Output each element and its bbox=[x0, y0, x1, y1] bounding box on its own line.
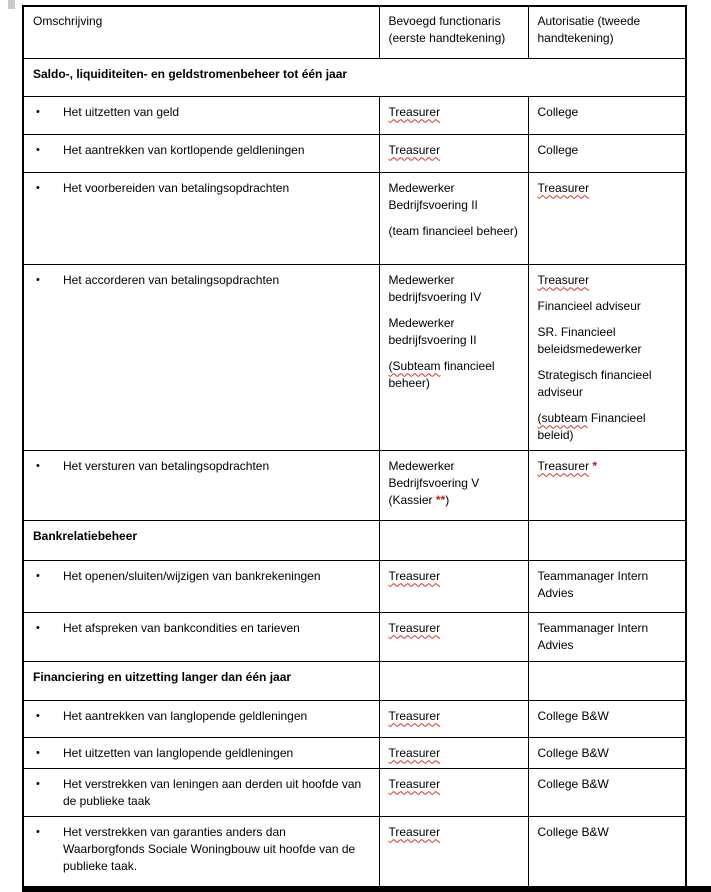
table-row bbox=[23, 134, 686, 172]
cell-omschrijving bbox=[23, 737, 379, 768]
paragraph bbox=[389, 776, 520, 793]
paragraph bbox=[538, 367, 678, 401]
bulleted-entry bbox=[33, 458, 371, 475]
cell-functionaris bbox=[379, 96, 528, 134]
text-segment: College B&W bbox=[537, 745, 609, 760]
bullet-icon: • bbox=[36, 105, 40, 118]
spellcheck-flagged-text: Treasurer bbox=[388, 568, 441, 583]
text-segment: ) bbox=[445, 492, 450, 507]
paragraph bbox=[63, 776, 371, 810]
paragraph bbox=[538, 568, 678, 602]
cell-functionaris bbox=[379, 661, 528, 700]
cell-omschrijving bbox=[23, 661, 379, 700]
text-segment: Het verstrekken van leningen aan derden uit hoofde van de publieke taak bbox=[63, 776, 362, 808]
entry-text bbox=[63, 620, 371, 637]
cell-functionaris bbox=[379, 6, 528, 58]
paragraph bbox=[63, 568, 371, 585]
spellcheck-flagged-text: Treasurer bbox=[388, 708, 441, 723]
bullet-icon: • bbox=[36, 273, 40, 286]
table-row bbox=[23, 96, 686, 134]
paragraph bbox=[63, 824, 371, 875]
cell-omschrijving bbox=[23, 96, 379, 134]
bulleted-entry bbox=[33, 620, 371, 637]
spellcheck-flagged-text: Treasurer bbox=[537, 458, 590, 473]
spellcheck-flagged-text: (Subteam bbox=[388, 358, 441, 373]
paragraph bbox=[389, 142, 520, 159]
bulleted-entry bbox=[33, 272, 371, 289]
entry-text bbox=[63, 708, 371, 725]
bullet-icon: • bbox=[36, 746, 40, 759]
spellcheck-flagged-text: Treasurer bbox=[537, 272, 590, 287]
cell-functionaris bbox=[379, 700, 528, 737]
scrollbar-artifact bbox=[8, 0, 15, 9]
text-segment: Teammanager Intern Advies bbox=[537, 568, 649, 600]
cell-omschrijving bbox=[23, 172, 379, 264]
cell-omschrijving bbox=[23, 560, 379, 612]
text-segment: Het voorbereiden van betalingsopdrachten bbox=[63, 180, 290, 195]
cell-functionaris bbox=[379, 134, 528, 172]
entry-text bbox=[63, 272, 371, 289]
paragraph bbox=[538, 324, 678, 358]
cell-autorisatie bbox=[528, 172, 686, 264]
cell-omschrijving bbox=[23, 450, 379, 520]
text-segment: Medewerker Bedrijfsvoering V (Kassier bbox=[388, 458, 480, 507]
section-row bbox=[23, 58, 686, 96]
bullet-icon: • bbox=[36, 777, 40, 790]
cell-autorisatie bbox=[528, 520, 686, 560]
text-segment: College B&W bbox=[537, 708, 609, 723]
entry-text bbox=[63, 458, 371, 475]
bulleted-entry bbox=[33, 568, 371, 585]
text-segment: SR. Financieel beleidsmedewerker bbox=[537, 324, 642, 356]
table-row bbox=[23, 737, 686, 768]
paragraph bbox=[538, 745, 678, 762]
paragraph bbox=[33, 669, 371, 686]
text-segment: Medewerker bedrijfsvoering II bbox=[388, 315, 477, 347]
cell-autorisatie bbox=[528, 134, 686, 172]
text-segment: Het verstrekken van garanties anders dan Waarborgfonds Sociale Woningbouw uit hoofde van de publieke taak. bbox=[63, 824, 356, 873]
text-segment: College bbox=[537, 142, 579, 157]
section-row bbox=[23, 520, 686, 560]
bullet-icon: • bbox=[36, 181, 40, 194]
paragraph bbox=[389, 568, 520, 585]
cell-autorisatie bbox=[528, 96, 686, 134]
text-segment: Autorisatie (tweede handtekening) bbox=[537, 14, 641, 45]
text-segment: Bankrelatiebeheer bbox=[33, 528, 138, 543]
cell-autorisatie bbox=[528, 737, 686, 768]
paragraph bbox=[63, 180, 371, 197]
text-segment: Financieel adviseur bbox=[537, 298, 641, 313]
entry-text bbox=[63, 104, 371, 121]
text-segment: Het versturen van betalingsopdrachten bbox=[63, 458, 270, 473]
cell-autorisatie bbox=[528, 560, 686, 612]
paragraph bbox=[538, 142, 678, 159]
paragraph bbox=[389, 824, 520, 841]
bullet-icon: • bbox=[36, 459, 40, 472]
paragraph bbox=[538, 708, 678, 725]
paragraph bbox=[389, 180, 520, 214]
paragraph bbox=[389, 104, 520, 121]
paragraph bbox=[538, 776, 678, 793]
cell-functionaris bbox=[379, 816, 528, 888]
cell-functionaris bbox=[379, 612, 528, 661]
cell-autorisatie bbox=[528, 700, 686, 737]
paragraph bbox=[538, 272, 678, 289]
cell-autorisatie bbox=[528, 816, 686, 888]
paragraph bbox=[389, 458, 520, 509]
cell-functionaris bbox=[379, 768, 528, 816]
table-row bbox=[23, 560, 686, 612]
cell-autorisatie bbox=[528, 661, 686, 700]
text-segment: Het openen/sluiten/wijzigen van bankrekeningen bbox=[63, 568, 321, 583]
entry-text bbox=[63, 745, 371, 762]
cell-functionaris bbox=[379, 264, 528, 450]
text-segment: Het aantrekken van langlopende geldleningen bbox=[63, 708, 308, 723]
next-table-edge bbox=[22, 886, 711, 892]
table-row bbox=[23, 450, 686, 520]
entry-text bbox=[63, 180, 371, 197]
paragraph bbox=[538, 824, 678, 841]
text-segment: Het aantrekken van kortlopende geldleningen bbox=[63, 142, 305, 157]
spellcheck-flagged-text: Treasurer bbox=[388, 620, 441, 635]
bulleted-entry bbox=[33, 776, 371, 810]
table-row bbox=[23, 768, 686, 816]
table-row bbox=[23, 264, 686, 450]
paragraph bbox=[63, 142, 371, 159]
cell-functionaris bbox=[379, 560, 528, 612]
paragraph bbox=[538, 620, 678, 654]
text-segment: Het uitzetten van geld bbox=[63, 104, 180, 119]
spellcheck-flagged-text: Treasurer bbox=[388, 104, 441, 119]
bulleted-entry bbox=[33, 745, 371, 762]
paragraph bbox=[538, 298, 678, 315]
text-segment: Teammanager Intern Advies bbox=[537, 620, 649, 652]
section-row bbox=[23, 661, 686, 700]
cell-functionaris bbox=[379, 172, 528, 264]
cell-omschrijving bbox=[23, 264, 379, 450]
entry-text bbox=[63, 776, 371, 810]
authorization-table bbox=[22, 5, 687, 889]
paragraph bbox=[389, 620, 520, 637]
cell-autorisatie bbox=[528, 450, 686, 520]
paragraph bbox=[538, 13, 678, 47]
cell-omschrijving bbox=[23, 816, 379, 888]
cell-autorisatie bbox=[528, 768, 686, 816]
spellcheck-flagged-text: Treasurer bbox=[537, 180, 590, 195]
text-segment: Strategisch financieel adviseur bbox=[537, 367, 652, 399]
paragraph bbox=[63, 745, 371, 762]
cell-omschrijving bbox=[23, 58, 686, 96]
text-segment: Financieel beleid) bbox=[537, 410, 646, 442]
spellcheck-flagged-text: Treasurer bbox=[388, 776, 441, 791]
paragraph bbox=[389, 272, 520, 306]
paragraph bbox=[389, 745, 520, 762]
bulleted-entry bbox=[33, 180, 371, 197]
text-segment: Het accorderen van betalingsopdrachten bbox=[63, 272, 280, 287]
table-row bbox=[23, 172, 686, 264]
paragraph bbox=[389, 223, 520, 240]
bullet-icon: • bbox=[36, 143, 40, 156]
paragraph bbox=[33, 66, 677, 83]
paragraph bbox=[389, 315, 520, 349]
cell-autorisatie bbox=[528, 6, 686, 58]
paragraph bbox=[33, 528, 371, 545]
table-row bbox=[23, 700, 686, 737]
text-segment: financieel beheer) bbox=[388, 358, 495, 390]
bullet-icon: • bbox=[36, 825, 40, 838]
entry-text bbox=[63, 824, 371, 875]
cell-omschrijving bbox=[23, 612, 379, 661]
cell-autorisatie bbox=[528, 612, 686, 661]
table-row bbox=[23, 612, 686, 661]
text-segment: College B&W bbox=[537, 824, 609, 839]
cell-functionaris bbox=[379, 737, 528, 768]
text-segment: Saldo-, liquiditeiten- en geldstromenbeheer tot één jaar bbox=[33, 66, 348, 81]
paragraph bbox=[538, 458, 678, 475]
paragraph bbox=[389, 13, 520, 47]
paragraph bbox=[389, 708, 520, 725]
paragraph bbox=[63, 708, 371, 725]
spellcheck-flagged-text: Treasurer bbox=[388, 824, 441, 839]
text-segment: Medewerker Bedrijfsvoering II bbox=[388, 180, 478, 212]
text-segment: Medewerker bedrijfsvoering IV bbox=[388, 272, 482, 304]
bulleted-entry bbox=[33, 824, 371, 875]
text-segment: Financiering en uitzetting langer dan één jaar bbox=[33, 669, 292, 684]
red-asterisk: * bbox=[592, 458, 598, 473]
bulleted-entry bbox=[33, 104, 371, 121]
bullet-icon: • bbox=[36, 621, 40, 634]
paragraph bbox=[538, 180, 678, 197]
text-segment: College B&W bbox=[537, 776, 609, 791]
spellcheck-flagged-text: (subteam bbox=[537, 410, 588, 425]
cell-omschrijving bbox=[23, 134, 379, 172]
cell-omschrijving bbox=[23, 768, 379, 816]
bullet-icon: • bbox=[36, 569, 40, 582]
spellcheck-flagged-text: Treasurer bbox=[388, 142, 441, 157]
paragraph bbox=[33, 13, 371, 30]
cell-omschrijving bbox=[23, 700, 379, 737]
text-segment: Omschrijving bbox=[33, 14, 103, 28]
bulleted-entry bbox=[33, 708, 371, 725]
paragraph bbox=[389, 358, 520, 392]
spellcheck-flagged-text: Treasurer bbox=[388, 745, 441, 760]
cell-functionaris bbox=[379, 450, 528, 520]
bulleted-entry bbox=[33, 142, 371, 159]
paragraph bbox=[538, 104, 678, 121]
entry-text bbox=[63, 142, 371, 159]
cell-functionaris bbox=[379, 520, 528, 560]
table-body bbox=[23, 6, 686, 888]
cell-autorisatie bbox=[528, 264, 686, 450]
cell-omschrijving bbox=[23, 6, 379, 58]
text-segment: (team financieel beheer) bbox=[388, 223, 518, 238]
red-asterisk: ** bbox=[435, 492, 446, 507]
paragraph bbox=[63, 104, 371, 121]
text-segment: Het afspreken van bankcondities en tarieven bbox=[63, 620, 300, 635]
paragraph bbox=[63, 272, 371, 289]
text-segment: Het uitzetten van langlopende geldleningen bbox=[63, 745, 294, 760]
table-row bbox=[23, 816, 686, 888]
cell-omschrijving bbox=[23, 520, 379, 560]
text-segment: Bevoegd functionaris (eerste handtekening) bbox=[388, 14, 506, 45]
bullet-icon: • bbox=[36, 709, 40, 722]
paragraph bbox=[538, 410, 678, 444]
paragraph bbox=[63, 620, 371, 637]
entry-text bbox=[63, 568, 371, 585]
paragraph bbox=[63, 458, 371, 475]
text-segment: College bbox=[537, 104, 579, 119]
header-row bbox=[23, 6, 686, 58]
